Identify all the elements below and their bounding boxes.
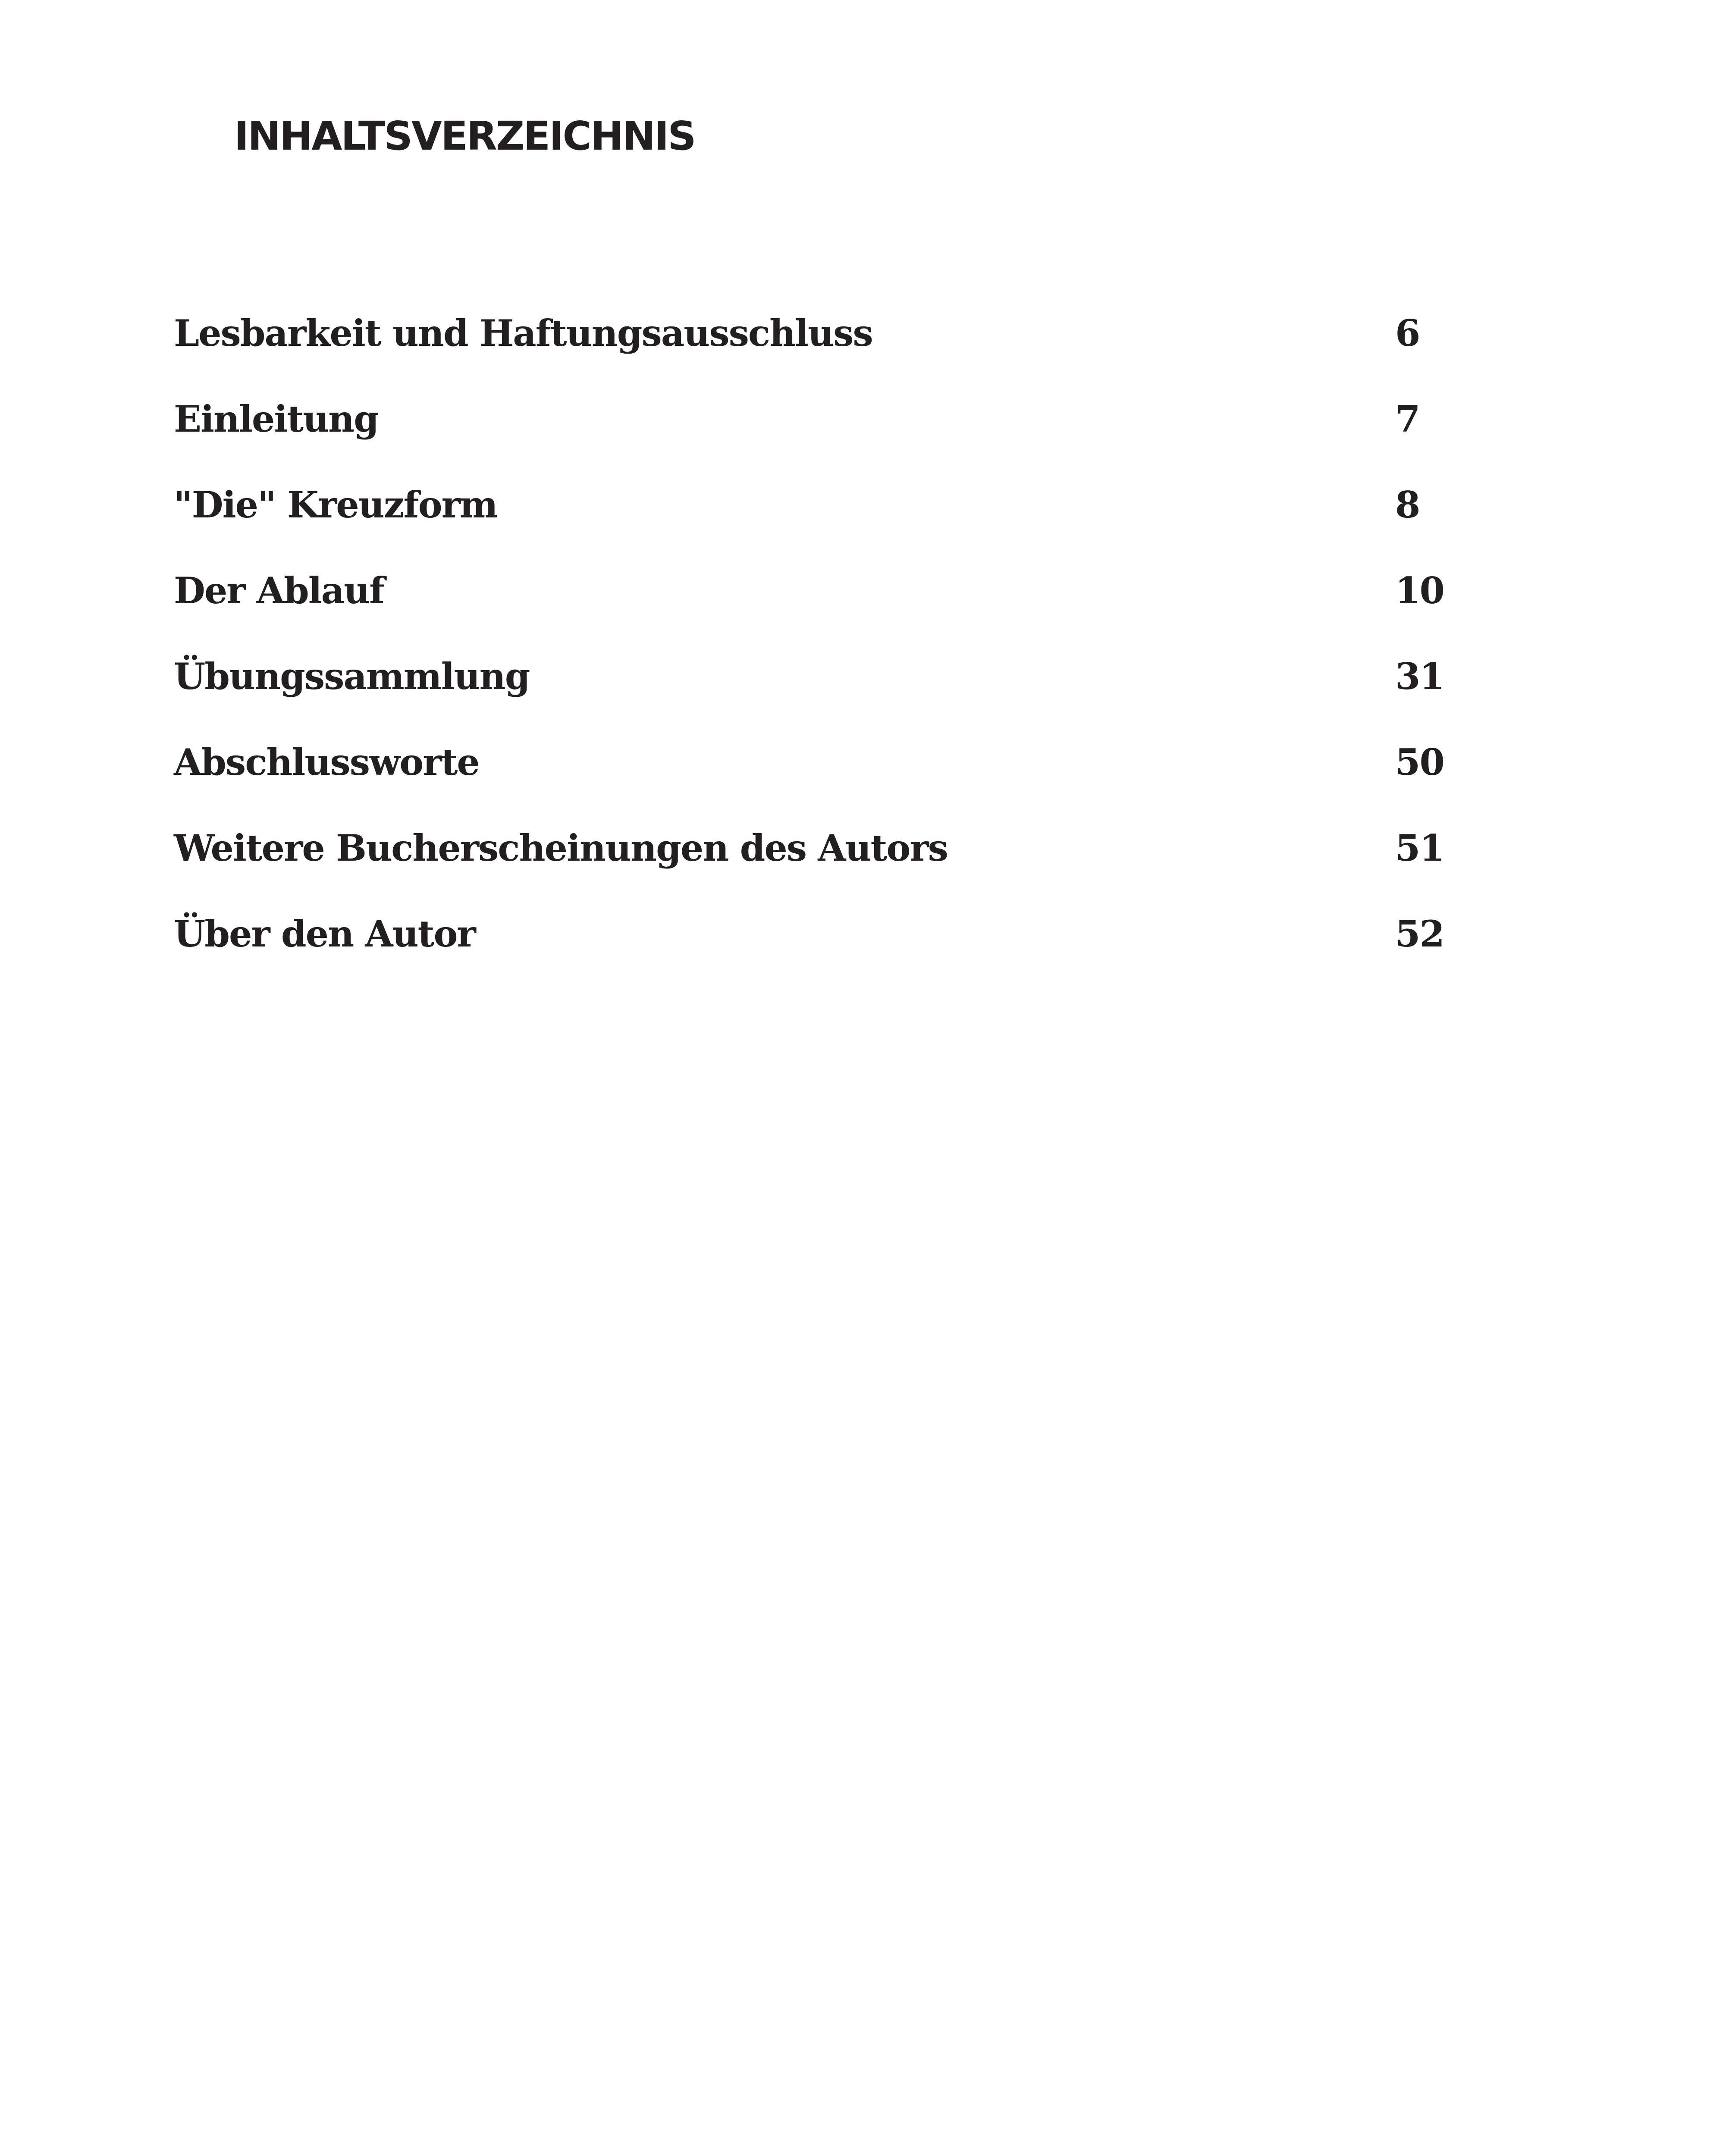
- table-of-contents-list: [174, 301, 1468, 987]
- toc-entry-page-number: 10: [1395, 569, 1444, 612]
- toc-entry-page-number: 31: [1395, 655, 1444, 698]
- toc-entry-title: Weitere Bucherscheinungen des Autors: [174, 827, 948, 869]
- toc-entry-page-number: 8: [1395, 483, 1420, 526]
- toc-entry-title: Der Ablauf: [174, 569, 384, 612]
- toc-entry-page-number: 50: [1395, 741, 1444, 783]
- toc-entry-title: Übungssammlung: [174, 655, 530, 698]
- toc-entry-page-number: 7: [1395, 398, 1420, 440]
- toc-entry: [174, 473, 1468, 558]
- toc-entry-page-number: 6: [1395, 312, 1420, 354]
- toc-entry-title: "Die" Kreuzform: [174, 483, 497, 526]
- toc-entry: [174, 816, 1468, 902]
- toc-entry: [174, 644, 1468, 730]
- toc-entry: [174, 301, 1468, 387]
- toc-entry-page-number: 52: [1395, 912, 1444, 955]
- toc-entry: [174, 902, 1468, 987]
- toc-entry: [174, 387, 1468, 473]
- toc-entry-title: Einleitung: [174, 398, 378, 440]
- toc-entry: [174, 558, 1468, 644]
- toc-entry-page-number: 51: [1395, 827, 1444, 869]
- table-of-contents-heading: INHALTSVERZEICHNIS: [234, 113, 695, 159]
- toc-entry-title: Lesbarkeit und Haftungsausschluss: [174, 312, 872, 354]
- toc-entry-title: Abschlussworte: [174, 741, 479, 783]
- toc-entry-title: Über den Autor: [174, 912, 475, 955]
- toc-entry: [174, 730, 1468, 816]
